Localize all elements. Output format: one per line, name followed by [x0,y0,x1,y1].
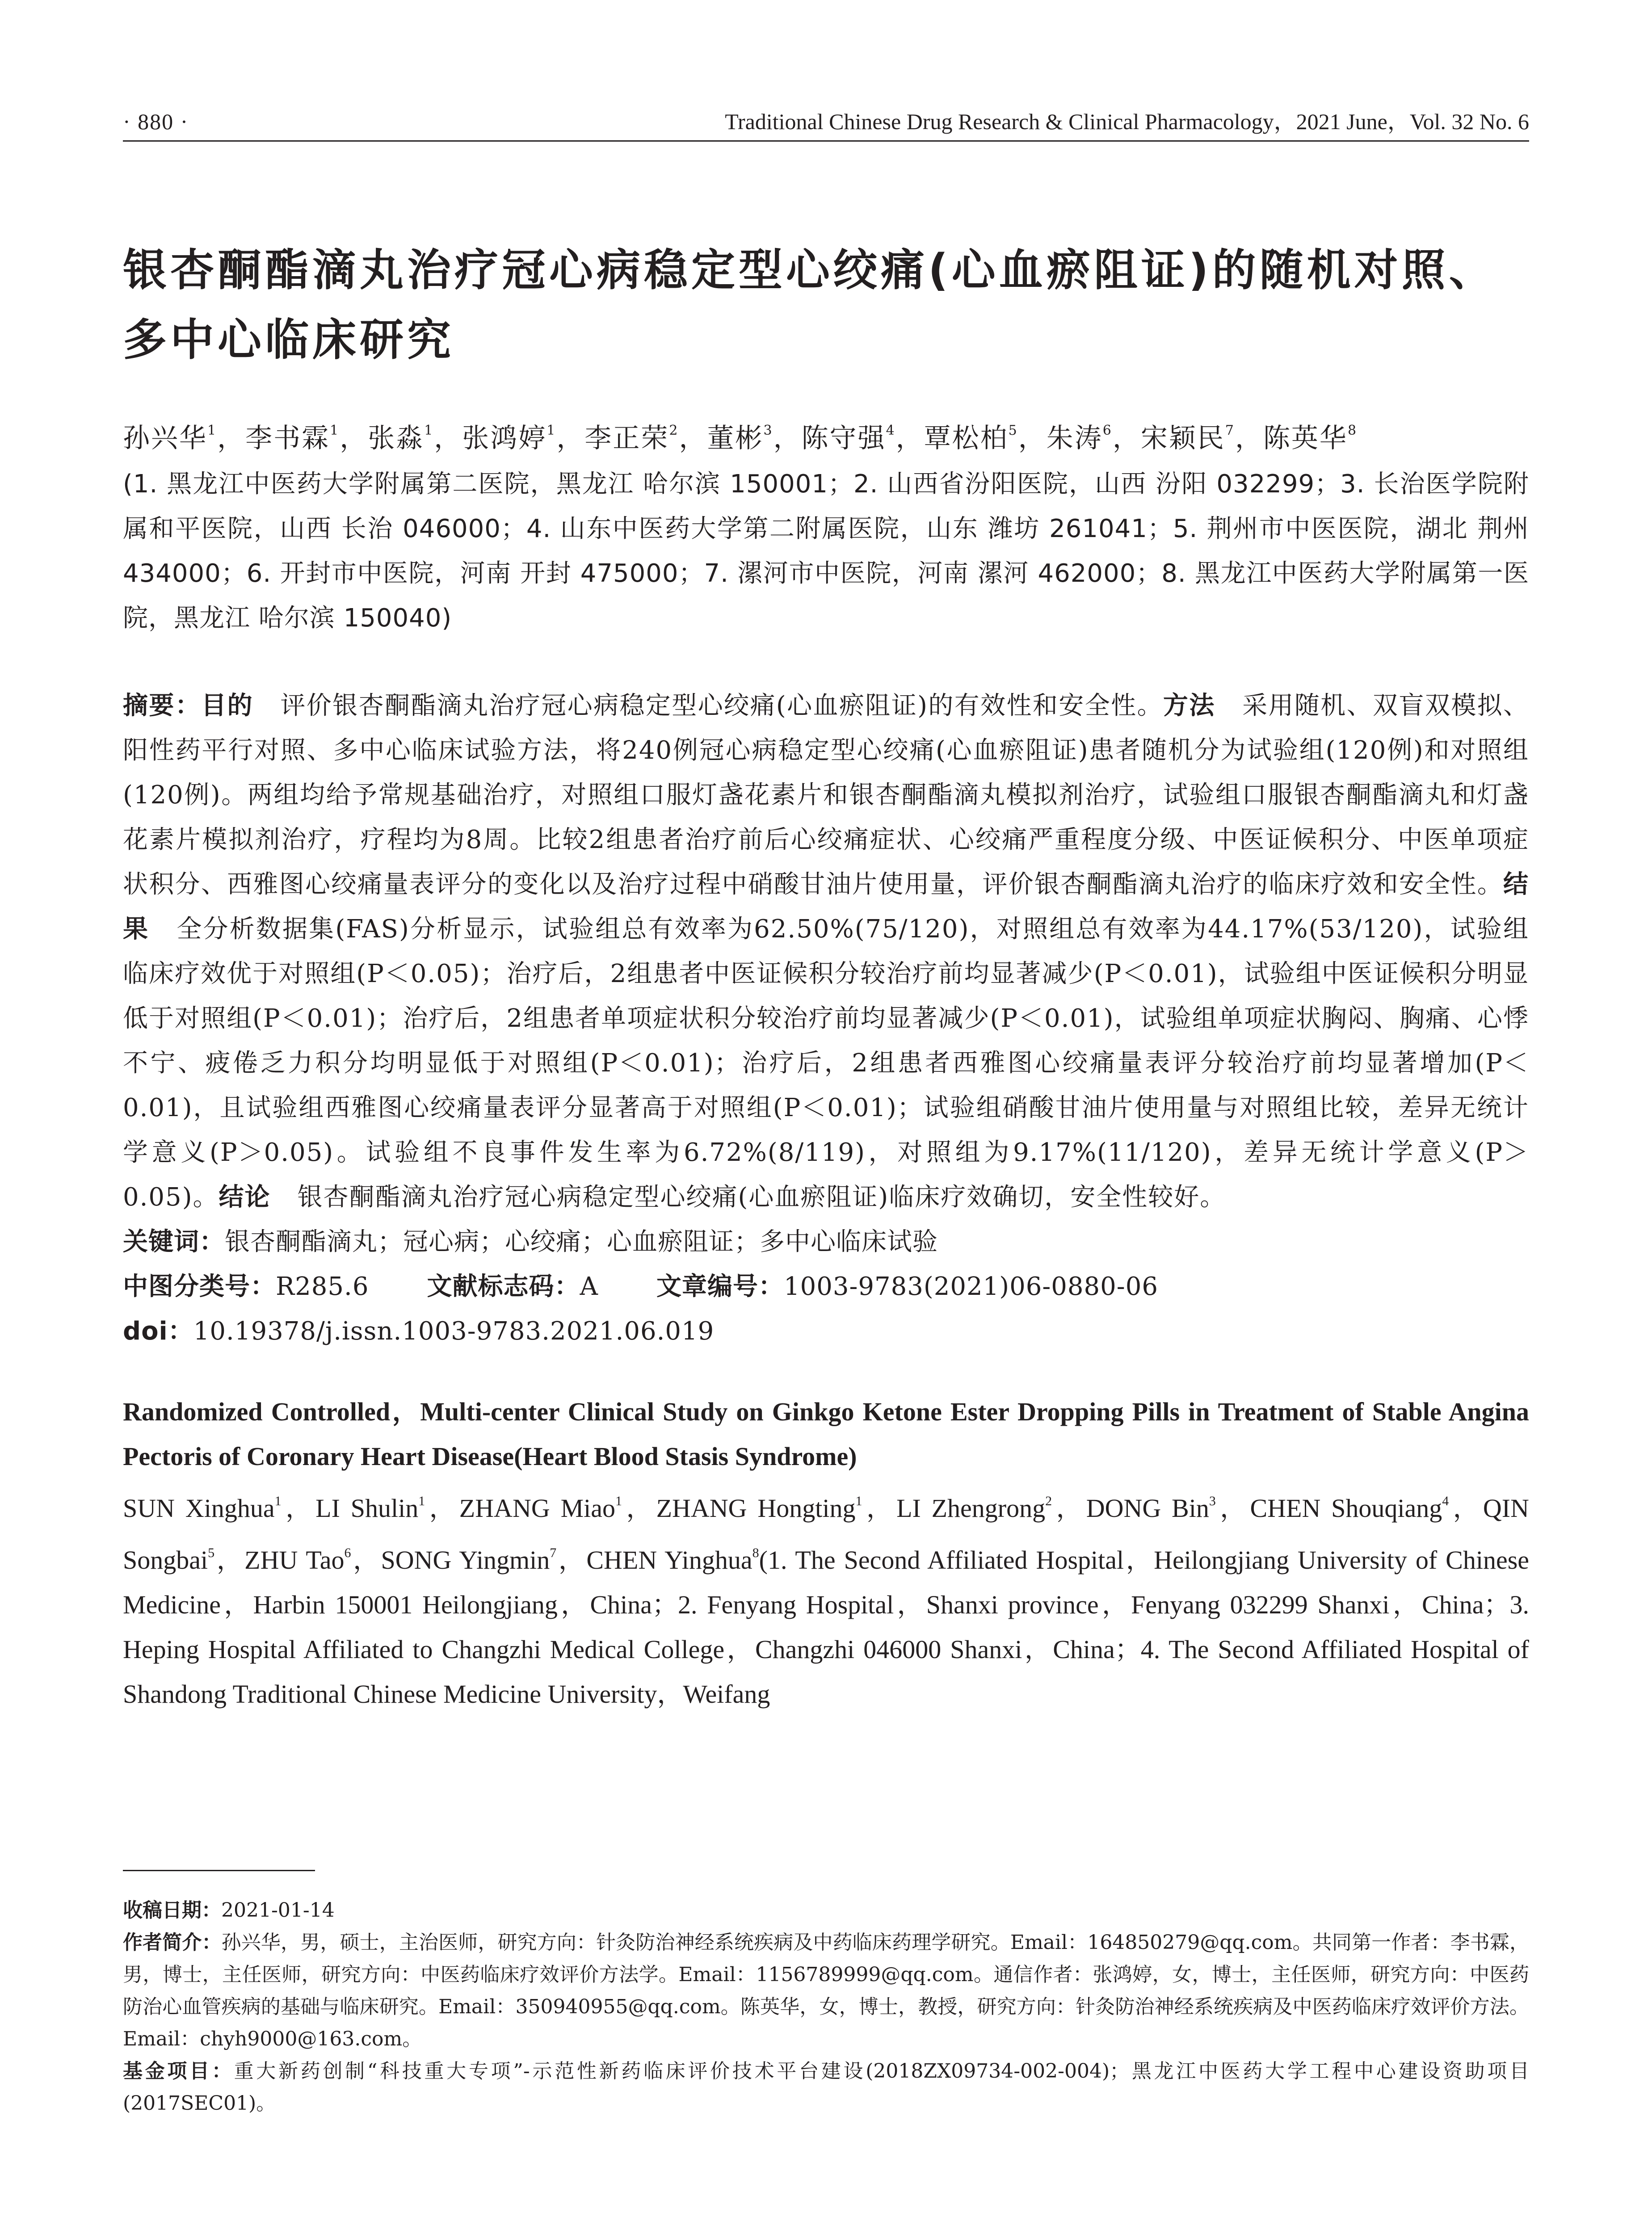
author-name: SONG Yingmin [381,1545,550,1575]
objective-label: 目的 [201,691,253,720]
clc-label: 中图分类号： [123,1272,276,1301]
author-name: 张鸿婷 [462,423,547,454]
author-name: 陈英华 [1263,423,1348,454]
doc-code-label: 文献标志码： [427,1272,580,1301]
english-author-list: SUN Xinghua$^1$，LI Shulin$^1$，ZHANG Miao$^1$，ZHANG Hongting$^1$，LI Zhengrong$^2$，DONG Bin$^3$，CHEN Shouqiang$^4$，QIN Songbai$^5$，ZHU Tao$^6$，SONG Yingmin$^7$，CHEN Yinghua$^8$ [123,1494,1529,1575]
classification-line [123,1264,1529,1309]
author-name: CHEN Shouqiang [1250,1494,1442,1523]
author-name: 陈守强 [801,423,886,454]
fund-text: 重大新药创制“科技重大专项”-示范性新药临床评价技术平台建设(2018ZX09734-002-004)；黑龙江中医药大学工程中心建设资助项目(2017SEC01)。 [123,2060,1530,2115]
journal-citation: Traditional Chinese Drug Research & Clinical Pharmacology，2021 June，Vol. 32 No. 6 [725,109,1529,134]
author-name: 宋颖民 [1140,423,1225,454]
author-affiliation-mark: 1 [855,1494,862,1508]
author-affiliation-mark: 1 [330,423,340,438]
author-affiliations: (1. 黑龙江中医药大学附属第二医院，黑龙江 哈尔滨 150001；2. 山西省汾阳医院，山西 汾阳 032299；3. 长治医学院附属和平医院，山西 长治 046000；4. 山东中医药大学第二附属医院，山东 潍坊 261041；5. 荆州市中医医院，湖北 荆州 434000；6. 开封市中医院，河南 开封 475000；7. 漯河市中医院，河南 漯河 462000；8. 黑龙江中医药大学附属第一医院，黑龙江 哈尔滨 150040) [123,470,1529,633]
author-name: LI Zhengrong [896,1494,1046,1523]
author-name: ZHU Tao [244,1545,345,1575]
clc-value: R285.6 [276,1272,369,1301]
running-header [123,103,1529,142]
article-title: 银杏酮酯滴丸治疗冠心病稳定型心绞痛(心血瘀阻证)的随机对照、多中心临床研究 [123,245,1496,365]
english-authors-block [123,1479,1529,1717]
author-affiliation-mark: 1 [546,423,557,438]
author-name: 覃松柏 [924,423,1009,454]
author-name: ZHANG Miao [459,1494,615,1523]
footnotes [123,1894,1529,2120]
author-affiliation-mark: 1 [274,1494,282,1508]
author-affiliation-mark: 1 [615,1494,622,1508]
doi-label: doi： [123,1317,193,1346]
author-name: SUN Xinghua [123,1494,275,1523]
author-affiliation-mark: 4 [1442,1494,1449,1508]
keywords-label: 关键词： [123,1227,225,1256]
keywords-value: 银杏酮酯滴丸；冠心病；心绞痛；心血瘀阻证；多中心临床试验 [225,1227,938,1256]
fund-label: 基金项目： [123,2060,234,2083]
results-label: 结果 [123,870,1529,944]
author-name: 董彬 [707,423,764,454]
author-affiliation-mark: 6 [1102,423,1113,438]
author-affiliation-mark: 1 [424,423,434,438]
author-affiliation-mark: 8 [1347,423,1358,438]
results-text: 全分析数据集(FAS)分析显示，试验组总有效率为62.50%(75/120)，对照组总有效率为44.17%(53/120)，试验组临床疗效优于对照组(P＜0.05)；治疗后，2组患者中医证候积分较治疗前均显著减少(P＜0.01)，试验组中医证候积分明显低于对照组(P＜0.01)；治疗后，2组患者单项症状积分较治疗前均显著减少(P＜0.01)，试验组单项症状胸闷、胸痛、心悸不宁、疲倦乏力积分均明显低于对照组(P＜0.01)；治疗后，2组患者西雅图心绞痛量表评分较治疗前均显著增加(P＜0.01)，且试验组西雅图心绞痛量表评分显著高于对照组(P＜0.01)；试验组硝酸甘油片使用量与对照组比较，差异无统计学意义(P＞0.05)。试验组不良事件发生率为6.72%(8/119)，对照组为9.17%(11/120)，差异无统计学意义(P＞0.05)。 [123,915,1529,1212]
author-affiliation-mark: 7 [1225,423,1235,438]
article-page [123,103,1529,1717]
author-name: DONG Bin [1086,1494,1209,1523]
conclusion-label: 结论 [219,1183,271,1212]
author-name: 李书霖 [245,423,330,454]
author-name: LI Shulin [315,1494,419,1523]
author-bio [123,1927,1529,2055]
received-date [123,1894,1529,1927]
doc-code-value: A [580,1272,598,1301]
author-name: ZHANG Hongting [656,1494,856,1523]
author-affiliation-mark: 4 [886,423,896,438]
english-affiliations: (1. The Second Affiliated Hospital，Heilongjiang University of Chinese Medicine，Harbin 150001 Heilongjiang，China；2. Fenyang Hospital，Shanxi province，Fenyang 032299 Shanxi，China；3. Heping Hospital Affiliated to Changzhi Medical College，Changzhi 046000 Shanxi，China；4. The Second Affiliated Hospital of Shandong Traditional Chinese Medicine University，Weifang [123,1545,1530,1709]
author-name: 李正荣 [584,423,669,454]
received-label: 收稿日期： [123,1899,221,1922]
abstract-label: 摘要： [123,691,202,720]
author-affiliation-mark: 2 [669,423,679,438]
author-affiliation-mark: 8 [752,1545,759,1560]
english-title: Randomized Controlled，Multi-center Clinical Study on Ginkgo Ketone Ester Dropping Pills in Treatment of Stable Angina Pectoris of Coronary Heart Disease(Heart Blood Stasis Syndrome) [123,1397,1529,1471]
funding [123,2055,1529,2120]
author-name: 张淼 [368,423,425,454]
author-name: CHEN Yinghua [586,1545,752,1575]
methods-label: 方法 [1163,691,1215,720]
author-affiliation-mark: 3 [763,423,773,438]
doi-line [123,1309,1529,1354]
received-value: 2021-01-14 [221,1899,335,1922]
author-name: 朱涛 [1046,423,1103,454]
author-affiliation-mark: 2 [1045,1494,1052,1508]
author-affiliation-mark: 6 [344,1545,351,1560]
footnote-divider [123,1870,315,1871]
author-affiliation-mark: 5 [1008,423,1018,438]
author-affiliation-mark: 1 [207,423,218,438]
author-name: 孙兴华 [123,423,207,454]
article-number-value: 1003-9783(2021)06-0880-06 [783,1272,1158,1301]
page-number: · 880 · [123,109,189,134]
doi-value: 10.19378/j.issn.1003-9783.2021.06.019 [193,1317,715,1346]
methods-text: 采用随机、双盲双模拟、阳性药平行对照、多中心临床试验方法，将240例冠心病稳定型心绞痛(心血瘀阻证)患者随机分为试验组(120例)和对照组(120例)。两组均给予常规基础治疗，对照组口服灯盏花素片和银杏酮酯滴丸模拟剂治疗，试验组口服银杏酮酯滴丸和灯盏花素片模拟剂治疗，疗程均为8周。比较2组患者治疗前后心绞痛症状、心绞痛严重程度分级、中医证候积分、中医单项症状积分、西雅图心绞痛量表评分的变化以及治疗过程中硝酸甘油片使用量，评价银杏酮酯滴丸治疗的临床疗效和安全性。 [123,691,1530,899]
author-affiliation-mark: 1 [418,1494,425,1508]
article-number-label: 文章编号： [656,1272,784,1301]
abstract [123,684,1529,1220]
conclusion-text: 银杏酮酯滴丸治疗冠心病稳定型心绞痛(心血瘀阻证)临床疗效确切，安全性较好。 [297,1183,1226,1212]
author-name: QIN Songbai [123,1494,1529,1575]
keywords [123,1220,1529,1264]
bio-text: 孙兴华，男，硕士，主治医师，研究方向：针灸防治神经系统疾病及中药临床药理学研究。Email：164850279@qq.com。共同第一作者：李书霖，男，博士，主任医师，研究方向：中医药临床疗效评价方法学。Email：1156789999@qq.com。通信作者：张鸿婷，女，博士，主任医师，研究方向：中医药防治心血管疾病的基础与临床研究。Email：350940955@qq.com。陈英华，女，博士，教授，研究方向：针灸防治神经系统疾病及中医药临床疗效评价方法。Email：chyh9000@163.com。 [123,1931,1529,2050]
author-affiliation-mark: 7 [550,1545,557,1560]
author-list: 孙兴华$^1$，李书霖$^1$，张淼$^1$，张鸿婷$^1$，李正荣$^2$，董彬$^3$，陈守强$^4$，覃松柏$^5$，朱涛$^6$，宋颖民$^7$，陈英华$^8$ [123,423,1358,454]
author-affiliation-mark: 5 [208,1545,215,1560]
objective-text: 评价银杏酮酯滴丸治疗冠心病稳定型心绞痛(心血瘀阻证)的有效性和安全性。 [280,691,1163,720]
author-affiliation-mark: 3 [1209,1494,1216,1508]
bio-label: 作者简介： [123,1931,222,1954]
